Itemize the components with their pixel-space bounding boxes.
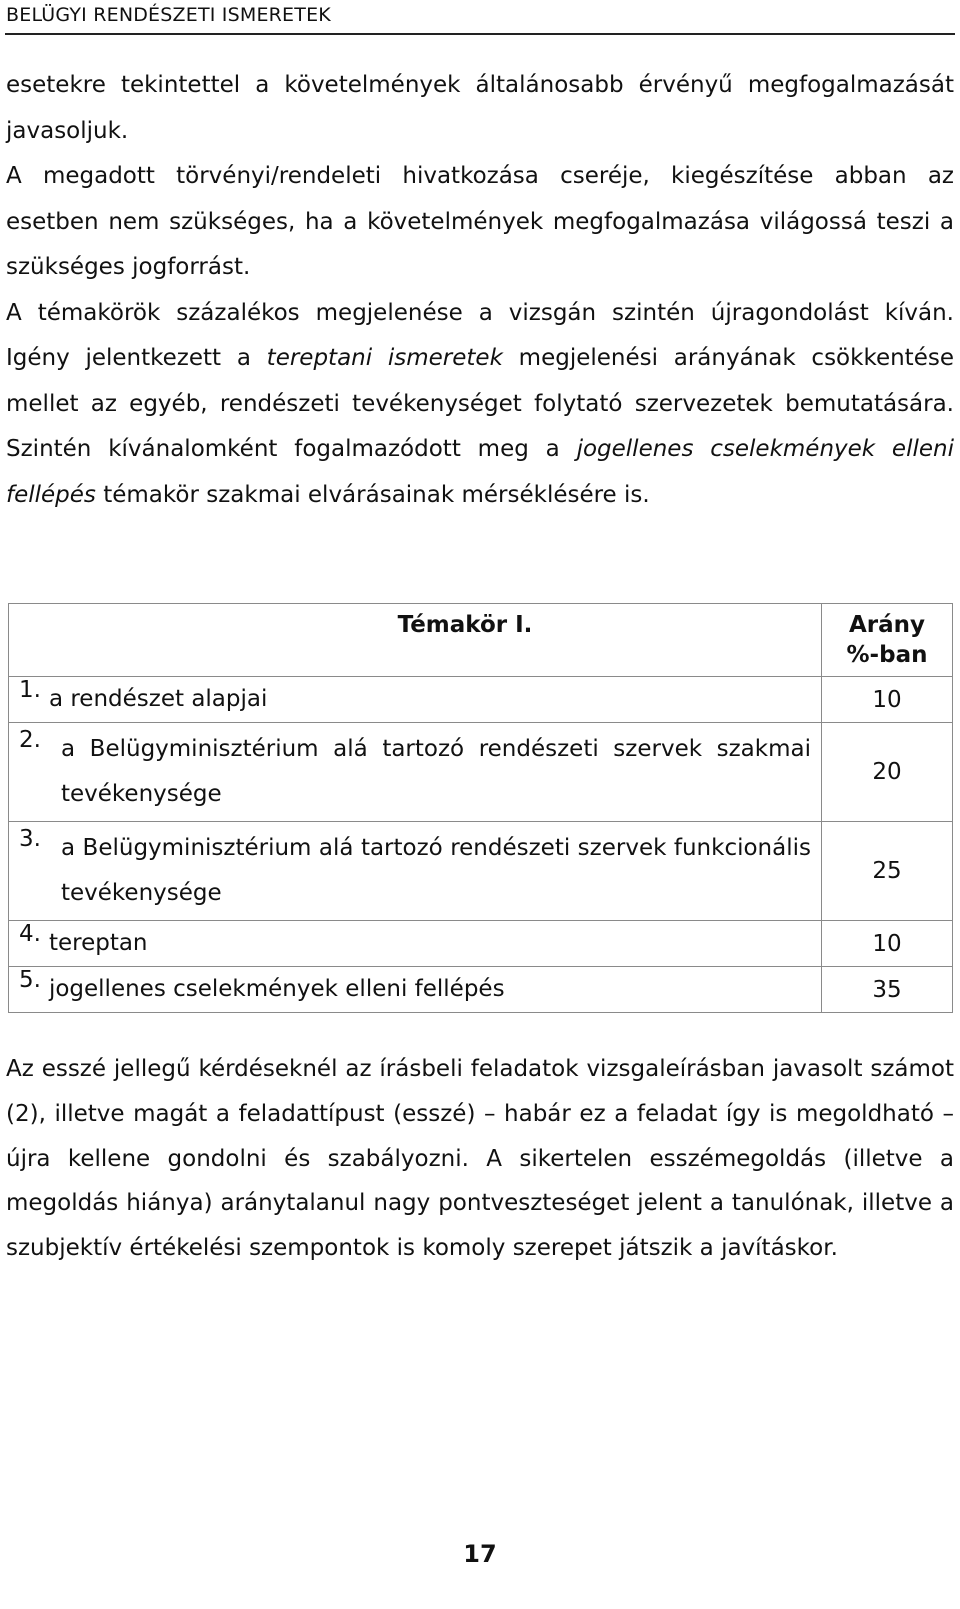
row-value: 10	[822, 921, 953, 967]
row-value: 25	[822, 822, 953, 921]
emphasis-tereptani: tereptani ismeretek	[266, 345, 503, 371]
row-value: 35	[822, 967, 953, 1013]
paragraph-2: A megadott törvényi/rendeleti hivatkozása cseréje, kiegészítése abban az esetben nem szükséges, ha a követelmények megfogalmazása világossá teszi a szükséges jogforrást.	[6, 163, 954, 280]
row-label: jogellenes cselekmények elleni fellépés	[48, 976, 505, 1002]
paragraph-1: esetekre tekintettel a követelmények általánosabb érvényű megfogalmazását javasoljuk.	[6, 72, 954, 144]
row-label: a rendészet alapjai	[48, 686, 268, 712]
paragraph-3	[6, 291, 954, 519]
row-label: tereptan	[48, 930, 148, 956]
paragraph-3-text-c: témakör szakmai elvárásainak mérséklésére is.	[95, 481, 650, 508]
row-number: 2.	[19, 727, 41, 753]
topics-table	[8, 603, 953, 1013]
header-rule	[5, 33, 955, 35]
row-number: 5.	[19, 967, 41, 993]
table-header-ratio: Arány %-ban	[822, 604, 953, 677]
row-value: 10	[822, 677, 953, 723]
row-value: 20	[822, 723, 953, 822]
table-row	[9, 723, 953, 822]
table-row	[9, 967, 953, 1013]
row-number: 1.	[19, 677, 41, 703]
row-number: 3.	[19, 826, 41, 852]
paragraph-4: Az esszé jellegű kérdéseknél az írásbeli feladatok vizsgaleírásban javasolt számot (2), illetve magát a feladattípust (esszé) – habár ez a feladat így is megoldható – újra kellene gondolni és szabályozni. A sikertelen esszémegoldás (illetve a megoldás hiánya) aránytalanul nagy pontveszteséget jelent a tanulónak, illetve a szubjektív értékelési szempontok is komoly szerepet játszik a javításkor.	[6, 1056, 954, 1262]
paragraph-3-text-b: megjelenési arányának csökkentése mellet az egyéb, rendészeti tevékenységet folytató szervezetek bemutatására. Szintén kívánalomként fogalmazódott meg a	[6, 345, 954, 462]
row-label: a Belügyminisztérium alá tartozó rendészeti szervek szakmai tevékenysége	[61, 736, 811, 807]
page-content	[6, 63, 954, 518]
emphasis-jogellenes: jogellenes cselekmények elleni fellépés	[6, 436, 954, 508]
row-label: a Belügyminisztérium alá tartozó rendészeti szervek funkcionális tevékenysége	[61, 835, 811, 906]
table-header-topic: Témakör I.	[9, 604, 822, 677]
table-row	[9, 677, 953, 723]
page-number: 17	[463, 1540, 497, 1568]
table-row	[9, 822, 953, 921]
paragraph-3-text-a: A témakörök százalékos megjelenése a vizsgán szintén újragondolást kíván. Igény jelentkezett a	[6, 299, 954, 371]
table-header-row	[9, 604, 953, 677]
table-row	[9, 921, 953, 967]
running-header: BELÜGYI RENDÉSZETI ISMERETEK	[6, 4, 331, 26]
row-number: 4.	[19, 921, 41, 947]
